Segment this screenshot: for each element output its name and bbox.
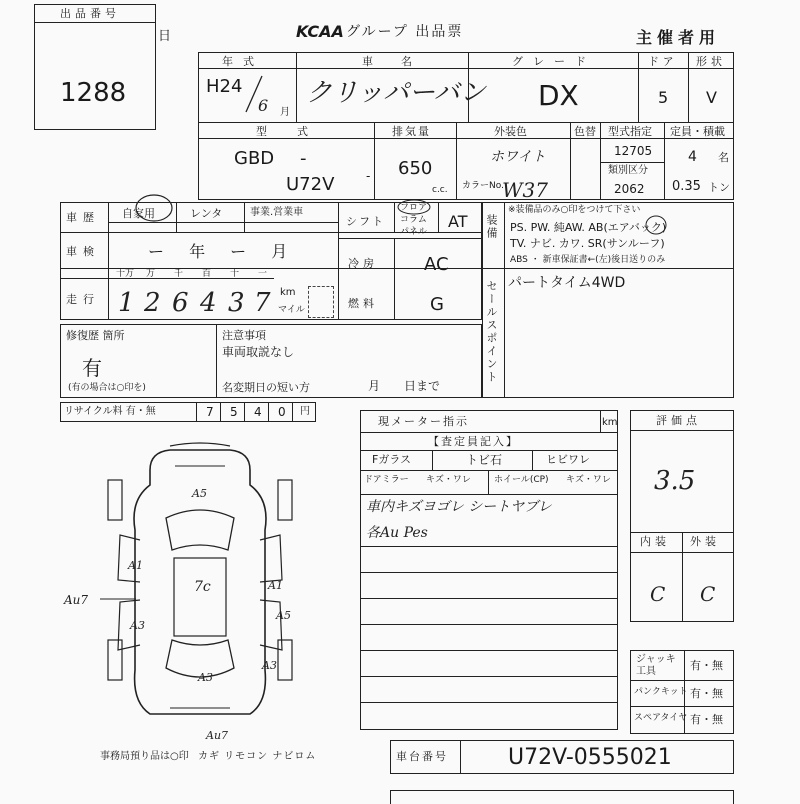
lot-number: 1288 (60, 78, 127, 108)
shift-floor-circle (396, 198, 432, 216)
name-change-month: 月 (368, 379, 381, 393)
equipment-line-2: TV. ナビ. カワ. SR(サンルーフ) (510, 237, 665, 250)
mileage-digit-0: 1 (118, 288, 135, 318)
damage-mark-a1-right: A1 (268, 579, 283, 592)
door-mirror-damage: キズ・ワレ (426, 475, 471, 485)
model-dash: - (300, 148, 307, 169)
year-month-unit: 月 (280, 107, 290, 118)
category-label: 類別区分 (608, 165, 648, 176)
spare-tire-label: スペアタイヤ (634, 713, 688, 723)
org-title: グループ 出品票 (346, 24, 464, 40)
lot-number-label: 出品番号 (60, 7, 120, 20)
year-slash (244, 74, 264, 114)
vehicle-doors: 5 (658, 88, 669, 107)
color-no-label: カラーNo. (462, 181, 504, 191)
model-code: U72V (286, 174, 335, 195)
spare-tire-yes-no: 有・無 (690, 713, 723, 726)
vehicle-name: クリッパーバン (306, 78, 486, 108)
model-label: 型式 (256, 125, 338, 138)
jack-label: ジャッキ工具 (636, 654, 676, 677)
organizer-label: 主催者用 (636, 28, 721, 47)
repair-value: 有 (82, 356, 102, 380)
cc-unit: c.c. (432, 185, 448, 195)
name-change-label: 名変期日の短い方 (222, 381, 310, 394)
meter-km: km (602, 417, 618, 428)
sales-points-label: セールスポイント (485, 280, 498, 384)
crack-label: ヒビワレ (546, 453, 590, 466)
inspection-label: 車検 (66, 245, 100, 258)
year-month: 6 (258, 96, 269, 115)
color-no: W37 (502, 178, 549, 202)
mileage-unit-1: 万 (146, 269, 156, 279)
inspection-value: ー 年 ー 月 (148, 242, 298, 261)
displacement-label: 排気量 (392, 125, 431, 138)
mileage-unit-3: 百 (202, 269, 212, 279)
km-label: km (280, 287, 296, 298)
interior-label: 内装 (640, 535, 670, 548)
damage-arrow-left (100, 592, 140, 606)
fuel-label: 燃料 (348, 297, 378, 310)
damage-mark-center: 7c (194, 579, 211, 595)
puncture-kit-label: パンクキット (634, 687, 688, 697)
ac-label: 冷房 (348, 257, 378, 270)
history-private: 自家用 (122, 207, 155, 220)
recycle-digit-1: 5 (230, 405, 238, 419)
bottom-box (390, 790, 734, 804)
damage-note-left: Au7 (64, 593, 89, 607)
puncture-kit-yes-no: 有・無 (690, 687, 723, 700)
mileage-unit-5: 一 (258, 269, 268, 279)
displacement: 650 (398, 158, 433, 179)
model-dash-small: - (366, 169, 371, 183)
recycle-digit-0: 7 (206, 405, 214, 419)
color-label: 外装色 (494, 125, 527, 138)
mileage-digit-4: 3 (228, 288, 245, 318)
recycle-digit-2: 4 (254, 405, 262, 419)
equipment-line-1: PS. PW. 純AW. AB(エアバック) (510, 221, 667, 234)
shift-column: コラム (400, 215, 427, 225)
damage-mark-a5-right: A5 (276, 609, 291, 622)
exterior-label: 外装 (690, 535, 720, 548)
equipment-label: 装備 (485, 214, 498, 240)
history-business: 事業.営業車 (250, 207, 304, 218)
sales-points-text: パートタイム4WD (508, 275, 626, 291)
inspector-label: 【査定員記入】 (428, 435, 519, 448)
name-label: 車名 (362, 55, 440, 68)
model-prefix: GBD (234, 148, 275, 169)
doors-label: ドア (648, 55, 678, 68)
notes-label: 注意事項 (222, 329, 266, 342)
windshield-label: Fガラス (372, 453, 411, 466)
inspector-remark-1: 車内キズヨゴレ シートヤブレ (366, 499, 552, 515)
type-designation: 12705 (614, 144, 653, 158)
vehicle-grade: DX (538, 79, 579, 112)
shift-floor: フロア (400, 203, 428, 213)
notes-value: 車両取説なし (222, 345, 295, 359)
chassis-label: 車台番号 (396, 750, 448, 763)
fuel-value: G (430, 294, 444, 315)
type-designation-label: 型式指定 (608, 125, 652, 138)
mile-checkbox (308, 286, 334, 318)
mileage-unit-2: 千 (174, 269, 184, 279)
mileage-unit-0: 十万 (116, 269, 135, 279)
ac-value: AC (424, 254, 449, 275)
year-label: 年式 (222, 55, 264, 68)
history-label: 車歴 (66, 211, 100, 224)
exterior-color: ホワイト (490, 149, 546, 165)
score-label: 評価点 (656, 414, 701, 427)
name-change-day: 日まで (404, 379, 441, 393)
repair-note: (有の場合は○印を) (68, 383, 146, 393)
mileage-digit-2: 6 (172, 288, 189, 318)
inspector-remark-2: 各Au Pes (366, 525, 428, 541)
door-mirror-label: ドアミラー (364, 475, 409, 485)
body-type-label: 形状 (696, 55, 726, 68)
color-change-label: 色替 (574, 125, 596, 138)
damage-mark-a3-rear: A3 (198, 671, 213, 684)
category: 2062 (614, 182, 645, 196)
exterior-grade: C (700, 582, 716, 606)
office-items: カギ リモコン ナビロム (198, 751, 317, 762)
shift-value: AT (448, 212, 468, 231)
capacity-unit: 名 (718, 151, 729, 164)
equipment-note: ※装備品のみ○印をつけて下さい (508, 205, 641, 215)
shift-label: シフト (346, 215, 385, 228)
interior-grade: C (650, 582, 666, 606)
repair-label: 修復歴 箇所 (66, 329, 125, 342)
history-rental: レンタ (190, 207, 223, 220)
meter-label: 現メーター指示 (378, 415, 469, 428)
recycle-digit-3: 0 (278, 405, 286, 419)
ab-circle (644, 214, 668, 236)
damage-mark-a5-front: A5 (192, 487, 207, 500)
chip-label: トビ石 (466, 453, 503, 467)
org-logo: KCAA (296, 22, 344, 41)
load: 0.35 (672, 179, 701, 194)
mileage-digit-3: 4 (200, 288, 217, 318)
year-era: H24 (206, 76, 243, 97)
office-note: 事務局預り品は○印 (100, 751, 189, 762)
grade-label: グレード (512, 55, 596, 68)
damage-mark-a3-right-rear: A3 (262, 659, 277, 672)
capacity: 4 (688, 149, 697, 165)
recycle-label: リサイクル料 有・無 (64, 406, 156, 417)
chassis-number: U72V-0555021 (508, 745, 672, 770)
damage-mark-a1-left: A1 (128, 559, 143, 572)
mileage-digit-1: 2 (144, 288, 161, 318)
mileage-label: 走行 (66, 293, 100, 306)
jack-yes-no: 有・無 (690, 659, 723, 672)
recycle-unit: 円 (300, 406, 310, 417)
shift-panel: パネル (400, 227, 428, 237)
damage-mark-a3-left-rear: A3 (130, 619, 145, 632)
equipment-line-3: ABS ・ 新車保証書←(左)後日送りのみ (510, 255, 666, 265)
capacity-label: 定員・積載 (670, 125, 725, 138)
load-unit: トン (708, 181, 730, 194)
wheel-label: ホイール(CP) (494, 475, 549, 485)
history-private-circle (130, 190, 180, 226)
damage-mark-au7-bottom: Au7 (206, 729, 229, 742)
wheel-damage: キズ・ワレ (566, 475, 611, 485)
mileage-unit-4: 十 (230, 269, 240, 279)
mile-label: マイル (278, 305, 305, 315)
mileage-digit-5: 7 (254, 288, 271, 318)
score-value: 3.5 (654, 466, 696, 496)
vehicle-body-type: V (706, 88, 717, 107)
day-mark: 日 (158, 29, 172, 44)
